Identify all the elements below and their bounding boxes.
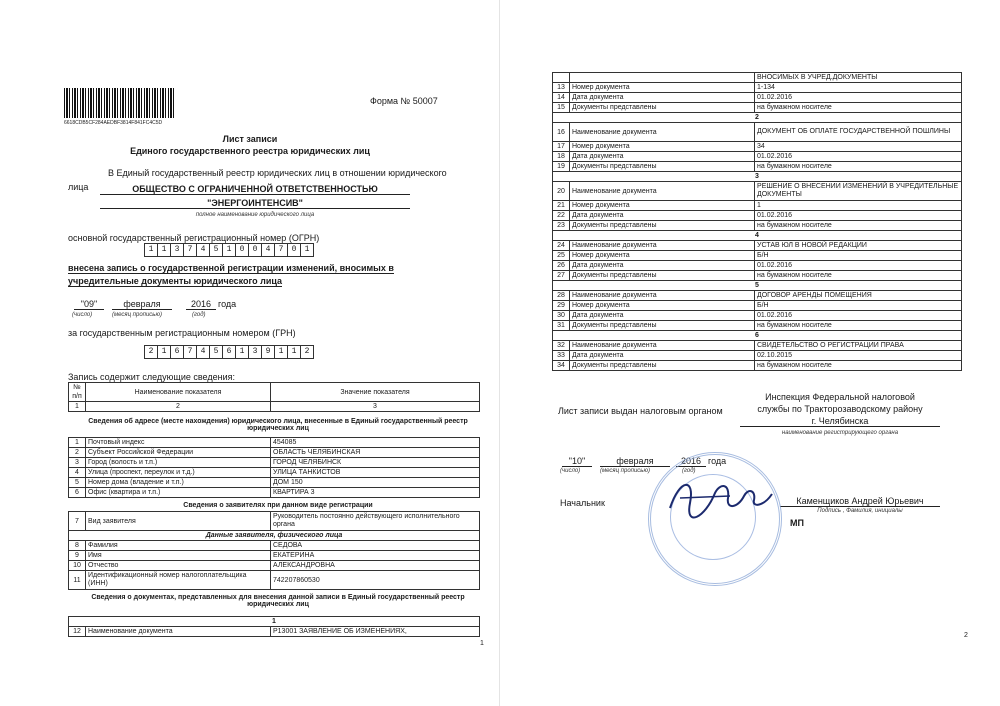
date-caption-year: (год) <box>192 312 206 318</box>
row-value: 01.02.2016 <box>755 261 962 271</box>
row-name: Дата документа <box>570 351 755 361</box>
row-num: 29 <box>553 301 570 311</box>
table-row <box>553 182 962 201</box>
authority-line-3: г. Челябинска <box>740 416 940 427</box>
page-number: 1 <box>480 640 484 647</box>
table-row <box>553 142 962 152</box>
row-name: Дата документа <box>570 211 755 221</box>
row-value: 1 <box>755 201 962 211</box>
row-name: Вид заявителя <box>86 512 271 531</box>
title-line-2: Единого государственного реестра юридических лиц <box>130 146 370 156</box>
row-num: 32 <box>553 341 570 351</box>
grn-digit: 1 <box>235 345 249 359</box>
row-name <box>570 73 755 83</box>
issued-label: Лист записи выдан налоговым органом <box>558 406 723 416</box>
intro-line-2: лица <box>68 182 89 192</box>
row-name: Наименование документа <box>570 123 755 142</box>
table-row <box>69 617 480 627</box>
person-section-title: Данные заявителя, физического лица <box>69 531 480 541</box>
ogrn-digit: 4 <box>261 243 275 257</box>
row-num: 12 <box>69 627 86 637</box>
group-number: 5 <box>553 281 962 291</box>
table-row <box>553 172 962 182</box>
issue-date-year: 2016 <box>676 456 706 467</box>
row-value: Р13001 ЗАЯВЛЕНИЕ ОБ ИЗМЕНЕНИЯХ, <box>271 627 480 637</box>
row-value: СЕДОВА <box>271 541 480 551</box>
table-row <box>553 351 962 361</box>
table-row <box>553 221 962 231</box>
row-name: Документы представлены <box>570 321 755 331</box>
intro-line-1: В Единый государственный реестр юридических лиц в отношении юридического <box>108 168 447 178</box>
row-name: Документы представлены <box>570 361 755 371</box>
row-num: 7 <box>69 512 86 531</box>
grn-digits <box>145 345 314 359</box>
table-row <box>553 201 962 211</box>
table-row <box>553 123 962 142</box>
table-row <box>69 531 480 541</box>
row-value: на бумажном носителе <box>755 361 962 371</box>
ogrn-digit: 1 <box>144 243 158 257</box>
row-num: 22 <box>553 211 570 221</box>
row-num: 30 <box>553 311 570 321</box>
row-num <box>553 73 570 83</box>
ogrn-digits <box>145 243 314 257</box>
applicant-section-title: Сведения о заявителях при данном виде регистрации <box>183 502 373 509</box>
table-row <box>69 458 480 468</box>
row-name: Номер документа <box>570 251 755 261</box>
row-name: Город (волость и т.п.) <box>86 458 271 468</box>
header-value: Значение показателя <box>271 383 480 402</box>
company-caption: полное наименование юридического лица <box>195 212 315 218</box>
issue-date-year-suffix: года <box>708 456 727 466</box>
ogrn-digit: 3 <box>170 243 184 257</box>
row-name: Номер документа <box>570 142 755 152</box>
table-row <box>69 448 480 458</box>
address-section-title: Сведения об адресе (месте нахождения) юридического лица, внесенные в Единый государственный реестр юридических лиц <box>88 418 468 432</box>
row-value: ДОМ 150 <box>271 478 480 488</box>
row-name: Офис (квартира и т.п.) <box>86 488 271 498</box>
row-name: Почтовый индекс <box>86 438 271 448</box>
signatory-caption: Подпись , Фамилия, инициалы <box>817 508 903 514</box>
table-row <box>69 468 480 478</box>
row-num: 23 <box>553 221 570 231</box>
address-table <box>68 437 480 498</box>
table-row <box>69 478 480 488</box>
row-num: 34 <box>553 361 570 371</box>
docs-section-title: Сведения о документах, представленных для внесения данной записи в Единый государственный реестр юридических лиц <box>91 594 465 608</box>
entry-line-1: внесена запись о государственной регистрации изменений, вносимых в <box>68 263 394 273</box>
issue-date-caption-year: (год) <box>682 468 696 474</box>
issue-date-month: февраля <box>600 456 670 467</box>
applicant-table <box>68 511 480 590</box>
docs-table-continued <box>552 72 962 371</box>
row-num: 20 <box>553 182 570 201</box>
ogrn-digit: 0 <box>287 243 301 257</box>
table-row <box>553 93 962 103</box>
row-name: Идентификационный номер налогоплательщика (ИНН) <box>86 571 271 590</box>
row-value: 1-134 <box>755 83 962 93</box>
grn-digit: 9 <box>261 345 275 359</box>
ogrn-digit: 0 <box>235 243 249 257</box>
row-name: Дата документа <box>570 311 755 321</box>
table-row <box>553 83 962 93</box>
grn-digit: 4 <box>196 345 210 359</box>
row-name: Документы представлены <box>570 103 755 113</box>
table-row <box>553 361 962 371</box>
issue-date-day: "10" <box>562 456 592 467</box>
row-num: 11 <box>69 571 86 590</box>
row-value: на бумажном носителе <box>755 103 962 113</box>
authority-line-1: Инспекция Федеральной налоговой <box>765 392 915 402</box>
row-name: Документы представлены <box>570 221 755 231</box>
table-row <box>69 512 480 531</box>
docs-group-number: 1 <box>69 617 480 627</box>
grn-digit: 1 <box>287 345 301 359</box>
row-value: КВАРТИРА 3 <box>271 488 480 498</box>
row-value: 34 <box>755 142 962 152</box>
grn-digit: 6 <box>222 345 236 359</box>
row-num: 25 <box>553 251 570 261</box>
barcode-image <box>64 88 174 118</box>
table-row <box>553 241 962 251</box>
row-num: 5 <box>69 478 86 488</box>
table-row <box>69 571 480 590</box>
group-number: 2 <box>553 113 962 123</box>
row-value: 02.10.2015 <box>755 351 962 361</box>
group-number: 3 <box>553 172 962 182</box>
table-row <box>69 383 480 402</box>
row-value: РЕШЕНИЕ О ВНЕСЕНИИ ИЗМЕНЕНИЙ В УЧРЕДИТЕЛЬНЫЕ ДОКУМЕНТЫ <box>755 182 962 201</box>
grn-digit: 6 <box>170 345 184 359</box>
row-name: Улица (проспект, переулок и т.д.) <box>86 468 271 478</box>
ogrn-digit: 0 <box>248 243 262 257</box>
row-value: АЛЕКСАНДРОВНА <box>271 561 480 571</box>
row-num: 2 <box>69 448 86 458</box>
row-value: 01.02.2016 <box>755 311 962 321</box>
table-row <box>553 162 962 172</box>
title-line-1: Лист записи <box>222 134 278 144</box>
table-row <box>553 341 962 351</box>
header-table <box>68 382 480 412</box>
grn-digit: 1 <box>274 345 288 359</box>
entry-line-2: учредительные документы юридического лица <box>68 276 283 286</box>
table-row <box>553 73 962 83</box>
grn-label: за государственным регистрационным номером (ГРН) <box>68 328 296 338</box>
grn-digit: 3 <box>248 345 262 359</box>
table-row <box>69 627 480 637</box>
table-row <box>69 402 480 412</box>
row-num: 10 <box>69 561 86 571</box>
row-name: Номер дома (владение и т.п.) <box>86 478 271 488</box>
row-name: Наименование документа <box>86 627 271 637</box>
row-name: Номер документа <box>570 83 755 93</box>
row-value: СВИДЕТЕЛЬСТВО О РЕГИСТРАЦИИ ПРАВА <box>755 341 962 351</box>
date-caption-month: (месяц прописью) <box>112 312 162 318</box>
row-name: Дата документа <box>570 261 755 271</box>
header-n: № п/п <box>69 383 86 402</box>
ogrn-digit: 5 <box>209 243 223 257</box>
header-num-name: 2 <box>86 402 271 412</box>
row-num: 24 <box>553 241 570 251</box>
row-value: Руководитель постоянно действующего исполнительного органа <box>271 512 480 531</box>
table-row <box>553 331 962 341</box>
ogrn-digit: 1 <box>222 243 236 257</box>
row-num: 16 <box>553 123 570 142</box>
table-row <box>553 211 962 221</box>
table-row <box>553 103 962 113</box>
row-num: 17 <box>553 142 570 152</box>
table-row <box>553 113 962 123</box>
table-row <box>553 261 962 271</box>
row-value: Б/Н <box>755 301 962 311</box>
table-row <box>69 561 480 571</box>
row-num: 31 <box>553 321 570 331</box>
row-value: ЕКАТЕРИНА <box>271 551 480 561</box>
table-row <box>553 152 962 162</box>
row-num: 3 <box>69 458 86 468</box>
issue-date-caption-day: (число) <box>560 468 581 474</box>
grn-digit: 2 <box>144 345 158 359</box>
table-row <box>553 301 962 311</box>
authority-line-2: службы по Тракторозаводскому району <box>757 404 923 414</box>
grn-digit: 7 <box>183 345 197 359</box>
ogrn-digit: 1 <box>300 243 314 257</box>
row-value: на бумажном носителе <box>755 221 962 231</box>
header-num-n: 1 <box>69 402 86 412</box>
page-2 <box>500 0 1000 706</box>
row-name: Субъект Российской Федерации <box>86 448 271 458</box>
chief-label: Начальник <box>560 498 605 508</box>
signature-mark <box>660 468 790 528</box>
row-num: 15 <box>553 103 570 113</box>
header-name: Наименование показателя <box>86 383 271 402</box>
date-year: 2016 <box>186 299 216 310</box>
row-value: 01.02.2016 <box>755 211 962 221</box>
row-num: 27 <box>553 271 570 281</box>
table-row <box>553 291 962 301</box>
row-name: Имя <box>86 551 271 561</box>
row-num: 13 <box>553 83 570 93</box>
table-row <box>69 551 480 561</box>
table-row <box>69 541 480 551</box>
row-num: 4 <box>69 468 86 478</box>
row-num: 28 <box>553 291 570 301</box>
row-num: 21 <box>553 201 570 211</box>
row-value: 454085 <box>271 438 480 448</box>
issue-date-caption-month: (месяц прописью) <box>600 468 650 474</box>
row-value: 01.02.2016 <box>755 93 962 103</box>
row-name: Наименование документа <box>570 341 755 351</box>
row-name: Дата документа <box>570 93 755 103</box>
row-num: 18 <box>553 152 570 162</box>
row-value: ГОРОД ЧЕЛЯБИНСК <box>271 458 480 468</box>
row-name: Наименование документа <box>570 291 755 301</box>
row-num: 6 <box>69 488 86 498</box>
page-number: 2 <box>964 632 968 639</box>
row-name: Номер документа <box>570 301 755 311</box>
date-year-suffix: года <box>218 299 237 309</box>
date-caption-day: (число) <box>72 312 93 318</box>
grn-digit: 2 <box>300 345 314 359</box>
row-num: 14 <box>553 93 570 103</box>
table-row <box>553 271 962 281</box>
grn-digit: 1 <box>157 345 171 359</box>
table-row <box>553 281 962 291</box>
group-number: 4 <box>553 231 962 241</box>
table-row <box>69 488 480 498</box>
header-num-value: 3 <box>271 402 480 412</box>
row-name: Документы представлены <box>570 162 755 172</box>
row-value: на бумажном носителе <box>755 271 962 281</box>
row-value: ДОГОВОР АРЕНДЫ ПОМЕЩЕНИЯ <box>755 291 962 301</box>
table-row <box>553 251 962 261</box>
ogrn-digit: 7 <box>274 243 288 257</box>
row-value: на бумажном носителе <box>755 162 962 172</box>
row-num: 33 <box>553 351 570 361</box>
table-row <box>553 311 962 321</box>
company-name-line-2: "ЭНЕРГОИНТЕНСИВ" <box>100 198 410 209</box>
mp-label: МП <box>790 518 804 528</box>
row-name: Фамилия <box>86 541 271 551</box>
row-name: Дата документа <box>570 152 755 162</box>
row-name: Номер документа <box>570 201 755 211</box>
row-value: 742207860530 <box>271 571 480 590</box>
table-row <box>553 231 962 241</box>
ogrn-label: основной государственный регистрационный номер (ОГРН) <box>68 233 320 243</box>
company-name-line-1: ОБЩЕСТВО С ОГРАНИЧЕННОЙ ОТВЕТСТВЕННОСТЬЮ <box>100 184 410 195</box>
row-value: на бумажном носителе <box>755 321 962 331</box>
grn-digit: 5 <box>209 345 223 359</box>
table-row <box>69 438 480 448</box>
table-row <box>553 321 962 331</box>
row-num: 1 <box>69 438 86 448</box>
date-month: февраля <box>112 299 172 310</box>
group-number: 6 <box>553 331 962 341</box>
row-value: ДОКУМЕНТ ОБ ОПЛАТЕ ГОСУДАРСТВЕННОЙ ПОШЛИНЫ <box>755 123 962 142</box>
ogrn-digit: 7 <box>183 243 197 257</box>
row-num: 26 <box>553 261 570 271</box>
date-day: "09" <box>74 299 104 310</box>
row-value: УЛИЦА ТАНКИСТОВ <box>271 468 480 478</box>
ogrn-digit: 1 <box>157 243 171 257</box>
row-value: ОБЛАСТЬ ЧЕЛЯБИНСКАЯ <box>271 448 480 458</box>
authority-caption: наименование регистрирующего органа <box>781 430 899 436</box>
row-name: Наименование документа <box>570 241 755 251</box>
row-num: 19 <box>553 162 570 172</box>
row-num: 8 <box>69 541 86 551</box>
contains-label: Запись содержит следующие сведения: <box>68 372 235 382</box>
form-label: Форма № 50007 <box>370 96 438 106</box>
row-name: Документы представлены <box>570 271 755 281</box>
row-num: 9 <box>69 551 86 561</box>
row-value: ВНОСИМЫХ В УЧРЕД.ДОКУМЕНТЫ <box>755 73 962 83</box>
docs-table <box>68 616 480 637</box>
signatory-name: Каменщиков Андрей Юрьевич <box>780 496 940 507</box>
ogrn-digit: 4 <box>196 243 210 257</box>
barcode-text: 6618CDB5CF284AEDBF3814F841FC4C5D <box>64 120 163 126</box>
row-value: Б/Н <box>755 251 962 261</box>
row-value: УСТАВ ЮЛ В НОВОЙ РЕДАКЦИИ <box>755 241 962 251</box>
row-name: Отчество <box>86 561 271 571</box>
row-name: Наименование документа <box>570 182 755 201</box>
row-value: 01.02.2016 <box>755 152 962 162</box>
